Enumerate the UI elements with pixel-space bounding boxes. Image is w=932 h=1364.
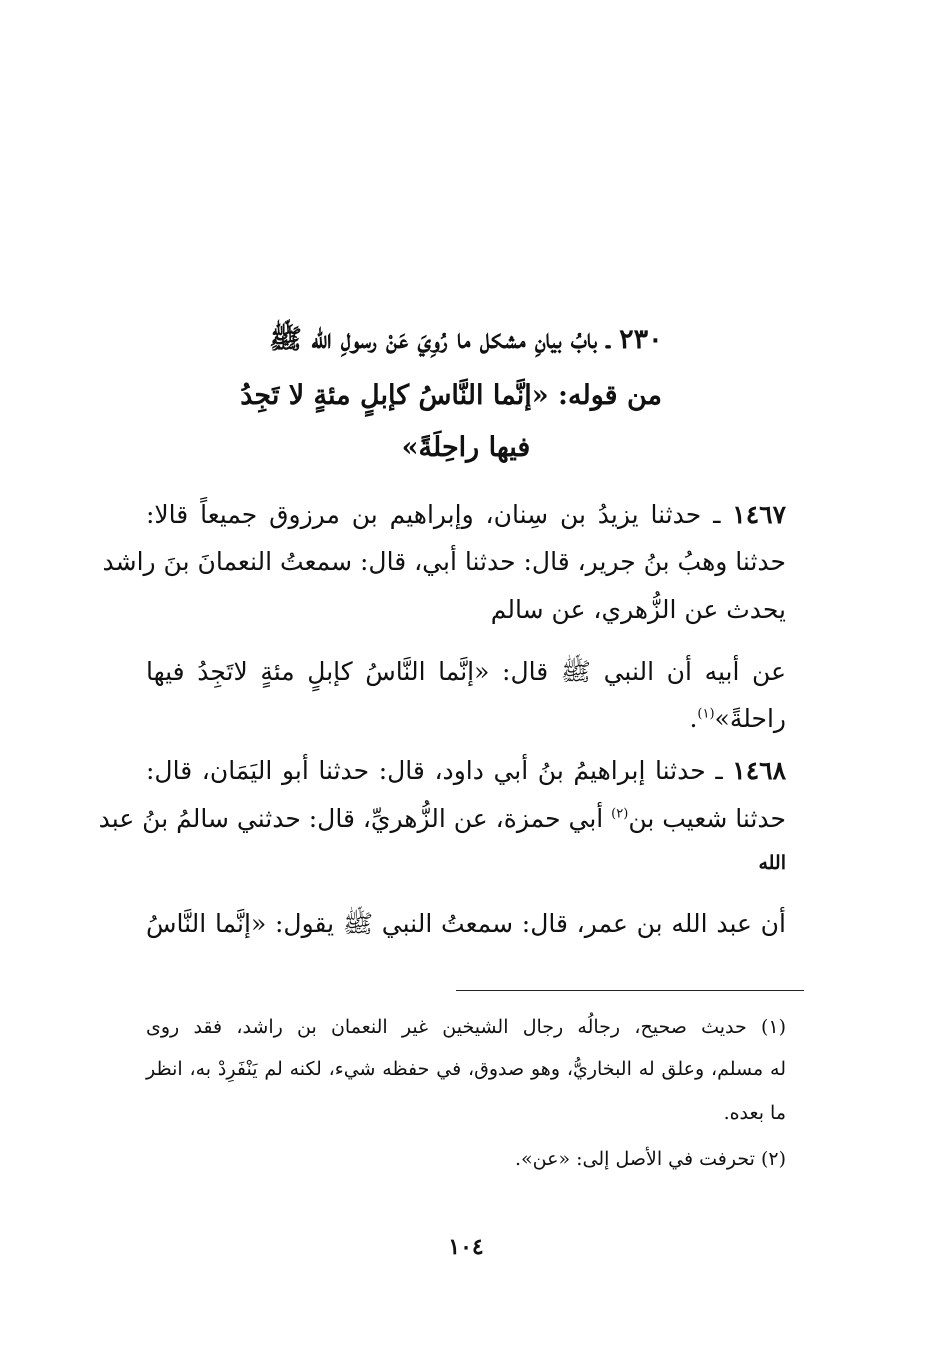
chapter-title-line-3: فيها راحِلَةً» xyxy=(401,432,531,463)
page-number: ١٠٤ xyxy=(448,1234,484,1260)
footnote-1-line-2: له مسلم، وعلق له البخاريُّ، وهو صدوق، في حفظه شيء، لكنه لم يَنْفَرِدْ به، انظر xyxy=(146,1058,786,1080)
hadith-1468-line-1 xyxy=(146,756,786,785)
footnote-ref-1: (١) xyxy=(697,706,715,722)
footnote-separator xyxy=(456,990,804,991)
hadith-number: ١٤٦٧ xyxy=(732,500,786,529)
hadith-1467-line-5 xyxy=(146,704,786,733)
chapter-title-line-2: من قوله: «إنَّما النَّاسُ كإبلٍ مئةٍ لا تَجِدُ xyxy=(240,380,662,411)
hadith-text: راحلةً» xyxy=(714,704,786,733)
hadith-1467-line-4: عن أبيه أن النبي ﷺ قال: «إنَّما النَّاسُ كإبلٍ مئةٍ لاتَجِدُ فيها xyxy=(146,657,786,686)
hadith-text: ـ حدثنا يزيدُ بن سِنان، وإبراهيم بن مرزوق جميعاً قالا: xyxy=(146,500,733,529)
hadith-text-end: . xyxy=(689,704,698,733)
hadith-text: حدثنا شعيب بن xyxy=(628,804,786,833)
footnote-1-line-3: ما بعده. xyxy=(723,1102,786,1124)
footnote-2-line-1: (٢) تحرفت في الأصل إلى: «عن». xyxy=(515,1148,786,1170)
hadith-text: أبي حمزة، عن الزُّهريِّ، قال: حدثني سالمُ بنُ عبد xyxy=(98,804,612,833)
hadith-1468-line-4: أن عبد الله بن عمر، قال: سمعتُ النبي ﷺ يقول: «إنَّما النَّاسُ xyxy=(146,909,786,938)
footnote-ref-2: (٢) xyxy=(611,806,629,822)
footnote-1-line-1: (١) حديث صحيح، رجالُه رجال الشيخين غير النعمان بن راشد، فقد روى xyxy=(146,1016,786,1038)
hadith-1468-line-2 xyxy=(98,804,786,833)
hadith-1467-line-1 xyxy=(146,500,786,529)
hadith-1467-line-2: حدثنا وهبُ بنُ جرير، قال: حدثنا أبي، قال: سمعتُ النعمانَ بنَ راشد xyxy=(102,547,786,576)
chapter-title-line-1: ٢٣٠ ـ بابُ بيانِ مشكل ما رُوِيَ عَنْ رسولِ الله ﷺ xyxy=(269,324,663,355)
hadith-number: ١٤٦٨ xyxy=(732,756,786,785)
hadith-1468-line-3: الله xyxy=(758,852,786,874)
hadith-1467-line-3: يحدث عن الزُّهري، عن سالم xyxy=(490,595,786,624)
hadith-text: ـ حدثنا إبراهيمُ بنُ أبي داود، قال: حدثنا أبو اليَمَان، قال: xyxy=(146,756,733,785)
